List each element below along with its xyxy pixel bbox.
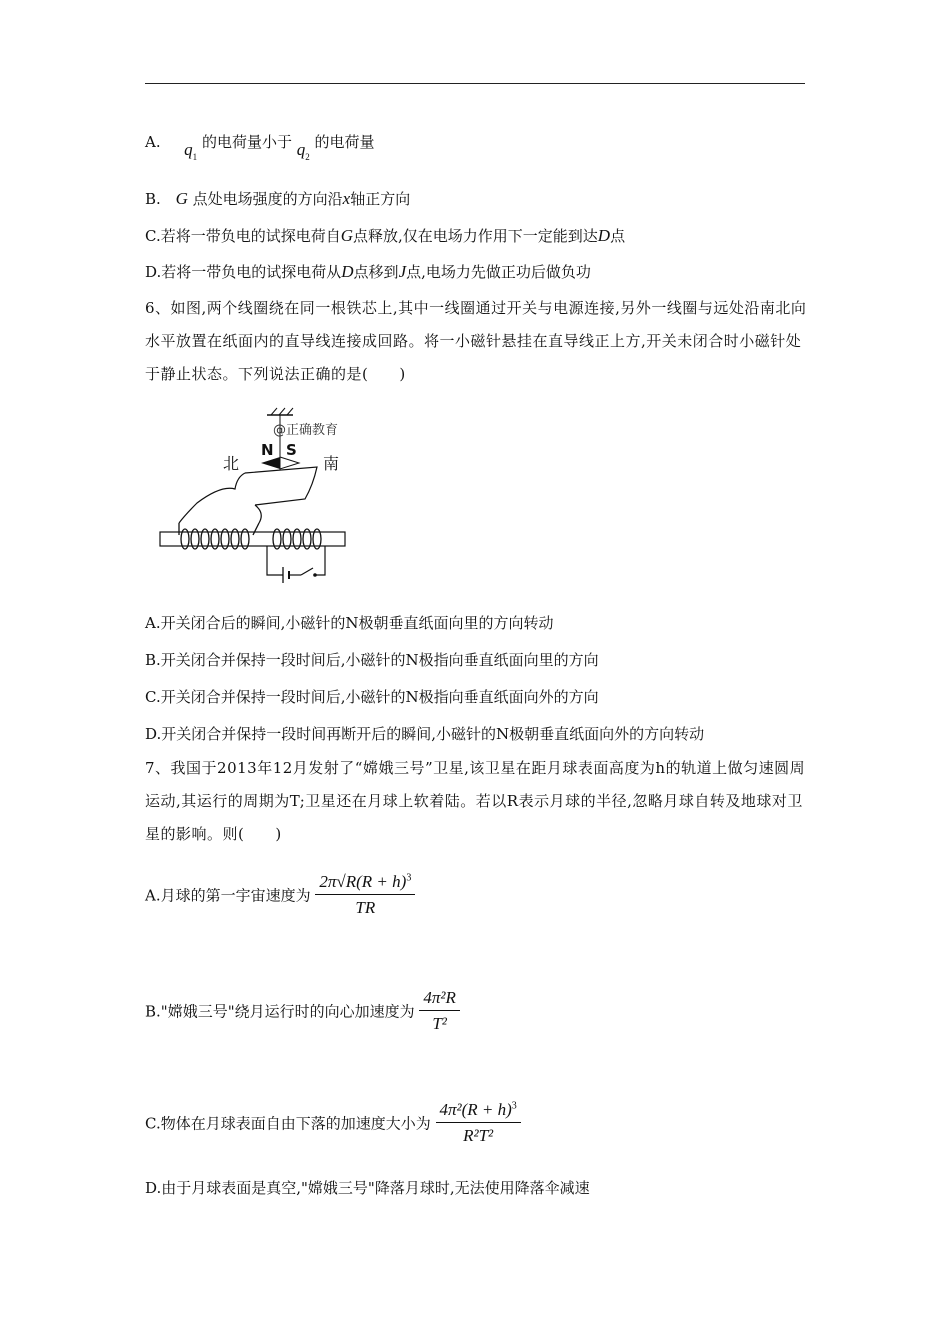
label-north: 北 bbox=[223, 454, 240, 473]
label-south: 南 bbox=[323, 454, 340, 473]
coil-compass-figure bbox=[155, 405, 355, 585]
lead-right bbox=[255, 505, 261, 523]
option-c-formula: $\frac{4\pi^2(R + h)^3}{\text{R²T²}}$ bbox=[436, 1100, 521, 1146]
q7-option-d: D.由于月球表面是真空,"嫦娥三号"降落月球时,无法使用降落伞减速 bbox=[145, 1179, 590, 1197]
option-a-formula: $\frac{2\pi√R(R + h)^3}{TR}$ bbox=[315, 872, 415, 918]
q6-option-a: A.开关闭合后的瞬间,小磁针的N极朝垂直纸面向里的方向转动 bbox=[145, 614, 554, 632]
q5-option-c: C.若将一带负电的试探电荷自G点释放,仅在电场力作用下一定能到达D点 bbox=[145, 226, 626, 245]
q7-option-a: A.月球的第一宇宙速度为 $\frac{2\pi√R(R + h)^3}{TR}$ bbox=[145, 872, 415, 918]
q1-symbol: $q_1$ bbox=[184, 140, 198, 162]
option-b-formula: $\frac{\text{4π²R}}{\text{T²}}$ bbox=[419, 988, 460, 1034]
q6-option-c: C.开关闭合并保持一段时间后,小磁针的N极指向垂直纸面向外的方向 bbox=[145, 688, 599, 706]
circuit-wire-left bbox=[267, 546, 283, 575]
q7-option-c: C.物体在月球表面自由下落的加速度大小为 $\frac{4\pi^2(R + h)^3}{\text{R²T²}}$ bbox=[145, 1100, 521, 1146]
watermark-text: @正确教育 bbox=[273, 423, 339, 438]
q5-option-a: A. $q_1$ 的电荷量小于 $q_2$ 的电荷量 bbox=[145, 132, 375, 159]
needle-s-label: S bbox=[286, 441, 297, 459]
iron-core bbox=[160, 532, 345, 546]
lead-left bbox=[179, 473, 245, 523]
q5-option-b: B. G 点处电场强度的方向沿x轴正方向 bbox=[145, 189, 411, 208]
switch-lever bbox=[301, 568, 313, 575]
q6-option-d: D.开关闭合并保持一段时间再断开后的瞬间,小磁针的N极朝垂直纸面向外的方向转动 bbox=[145, 725, 705, 743]
q7-option-b: B."嫦娥三号"绕月运行时的向心加速度为 $\frac{\text{4π²R}}{\text{T²}}$ bbox=[145, 988, 460, 1034]
q5-option-d: D.若将一带负电的试探电荷从D点移到J点,电场力先做正功后做负功 bbox=[145, 262, 591, 281]
q6-stem: 6、如图,两个线圈绕在同一根铁芯上,其中一线圈通过开关与电源连接,另外一线圈与远处沿南北向水平放置在纸面内的直导线连接成回路。将一小磁针悬挂在直导线正上方,开关未闭合时小磁针处于静止状态。下列说法正确的是( ) bbox=[145, 299, 807, 383]
q6-option-b: B.开关闭合并保持一段时间后,小磁针的N极指向垂直纸面向里的方向 bbox=[145, 651, 599, 669]
needle-n-label: N bbox=[261, 441, 274, 459]
q7-stem: 7、我国于2013年12月发射了“嫦娥三号”卫星,该卫星在距月球表面高度为h的轨道上做匀速圆周运动,其运行的周期为T;卫星还在月球上软着陆。若以R表示月球的半径,忽略月球自转及地球对卫星的影响。则( ) bbox=[145, 759, 806, 843]
header-rule bbox=[145, 83, 805, 84]
q2-symbol: $q_2$ bbox=[296, 140, 310, 162]
straight-wire bbox=[245, 467, 317, 505]
circuit-wire-right bbox=[315, 546, 325, 575]
